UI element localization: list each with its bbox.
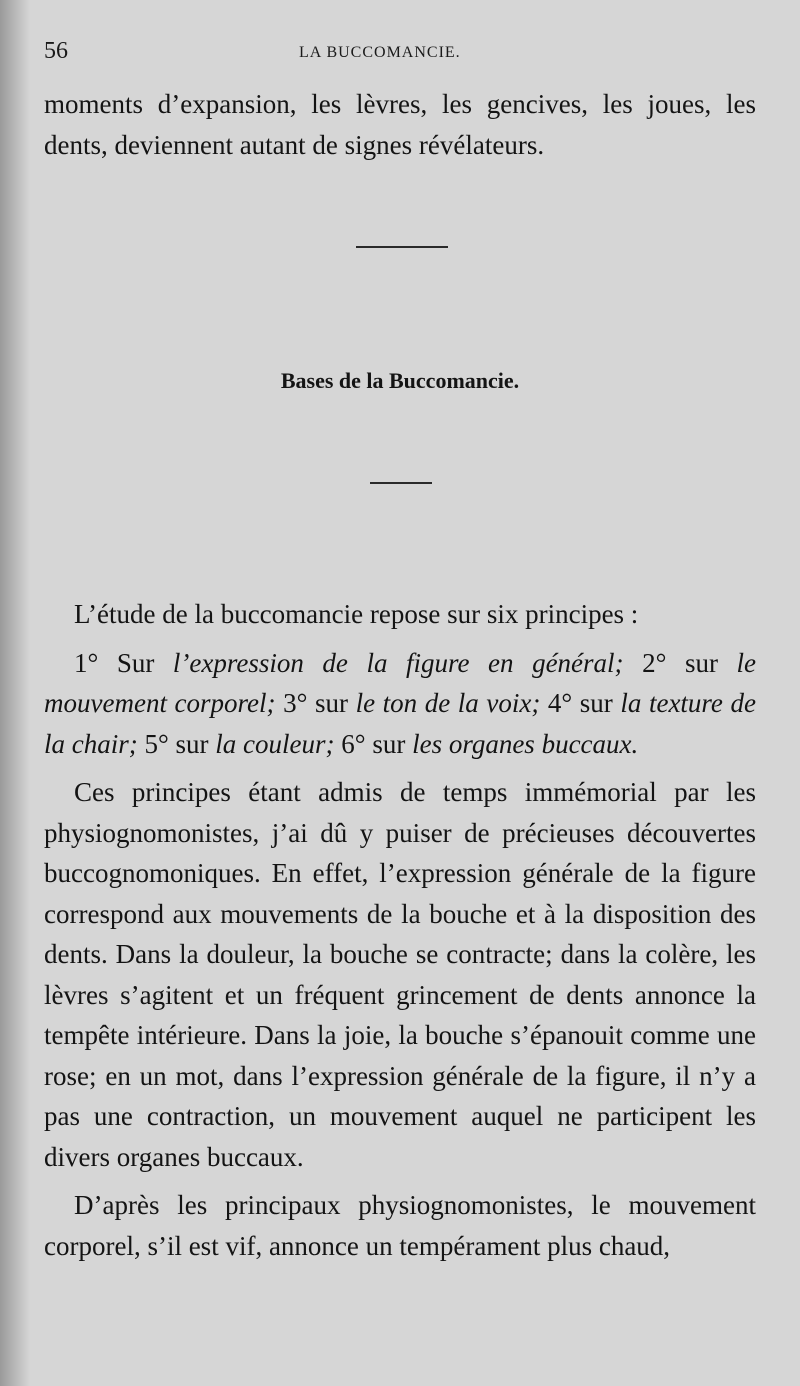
section-title: Bases de la Buccomancie.	[280, 368, 520, 393]
principle-text: le mouvement corporel;	[44, 647, 756, 718]
continued-paragraph: moments d’expansion, les lèvres, les gencives, les joues, les dents, deviennent autant de signes révélateurs.	[44, 89, 756, 160]
principle-text: l’expression de la figure en général;	[172, 647, 624, 678]
paragraph-intro: L’étude de la buccomancie repose sur six principes :	[74, 599, 639, 629]
running-head	[44, 38, 764, 74]
divider-rule	[356, 246, 448, 248]
principle-number: 2° sur	[623, 647, 737, 678]
principle-number: 3° sur	[275, 688, 356, 718]
principle-text: la couleur;	[215, 728, 335, 759]
continued-paragraph-block	[44, 84, 756, 165]
principle-number: 1° Sur	[74, 647, 173, 678]
body-text	[44, 594, 756, 1266]
principle-text: le ton de la voix;	[355, 688, 541, 718]
principle-text: les organes buccaux.	[412, 728, 639, 759]
running-title: LA BUCCOMANCIE.	[299, 44, 461, 61]
page-number: 56	[44, 38, 68, 64]
principle-text: la texture de la chair;	[44, 688, 756, 759]
principle-number: 5° sur	[137, 728, 216, 759]
paragraph-principles	[44, 643, 756, 765]
principle-number: 4° sur	[540, 688, 621, 718]
paragraph-movement: D’après les principaux physiognomonistes, le mouvement corporel, s’il est vif, annonce un tempérament plus chaud,	[44, 1190, 756, 1261]
paragraph-physiognomonists: Ces principes étant admis de temps immémorial par les physiognomonistes, j’ai dû y puiser de précieuses découvertes buccognomoniques. En effet, l’expression générale de la figure correspond aux mouvements de la bouche et à la disposition des dents. Dans la douleur, la bouche se contracte; dans la colère, les lèvres s’agitent et un fréquent grincement de dents annonce la tempête intérieure. Dans la joie, la bouche s’épanouit comme une rose; en un mot, dans l’expression générale de la figure, il n’y a pas une contraction, un mouvement auquel ne participent les divers organes buccaux.	[44, 777, 756, 1172]
divider-rule	[370, 482, 432, 484]
principle-number: 6° sur	[334, 728, 413, 759]
